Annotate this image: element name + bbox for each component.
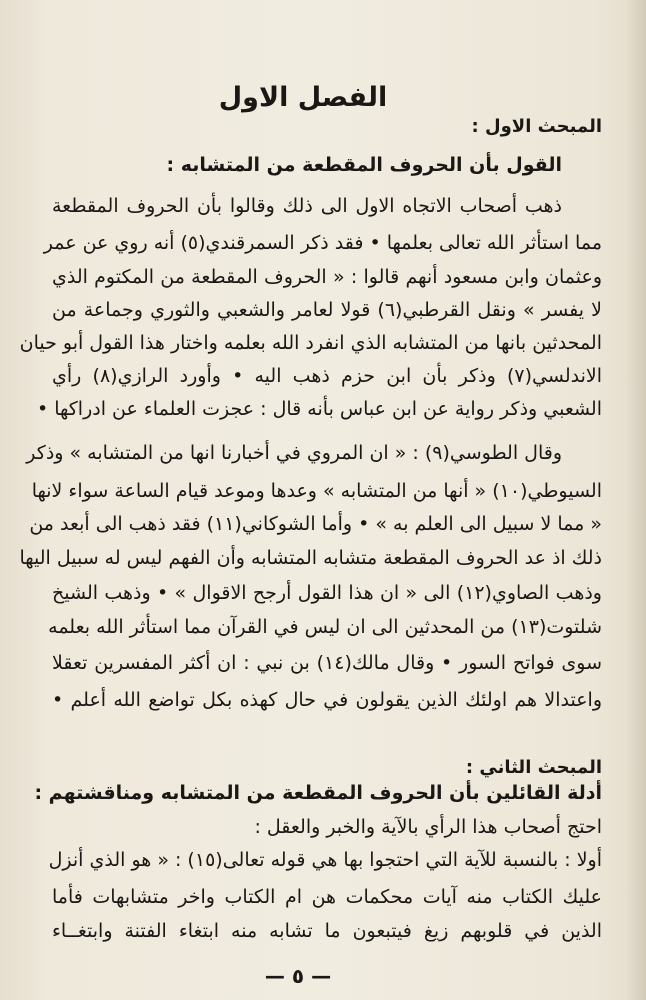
body-line: سوى فواتح السور • وقال مالك(١٤) بن نبي : ان أكثر المفسرين تعقلا — [52, 652, 602, 674]
body-line: « مما لا سبيل الى العلم به » • وأما الشوكاني(١١) فقد ذهب الى أبعد من — [29, 513, 602, 535]
section-1-topic: القول بأن الحروف المقطعة من المتشابه : — [166, 154, 562, 176]
section-2-topic: أدلة القائلين بأن الحروف المقطعة من المتشابه ومناقشتهم : — [34, 782, 602, 804]
body-line: مما استأثر الله تعالى بعلمها • فقد ذكر السمرقندي(٥) أنه روي عن عمر — [43, 232, 602, 254]
body-line: وذهب الصاوي(١٢) الى « ان هذا القول أرجح الاقوال » • وذهب الشيخ — [52, 582, 602, 604]
body-line: واعتدالا هم اولئك الذين يقولون في حال كهذه بكل تواضع الله أعلم • — [52, 689, 602, 711]
body-line: الشعبي وذكر رواية عن ابن عباس بأنه قال : عجزت العلماء عن ادراكها • — [36, 398, 602, 420]
body-line: المحدثين بانها من المتشابه الذي انفرد الله بعلمه واختار هذا القول أبو حيان — [19, 332, 602, 354]
section-1-heading: المبحث الاول : — [471, 116, 602, 137]
body-line: عليك الكتاب منه آيات محكمات هن ام الكتاب واخر متشابهات فأما — [52, 886, 602, 908]
page-number: — ٥ — — [264, 964, 332, 988]
chapter-title: الفصل الاول — [218, 82, 388, 113]
section-2-heading: المبحث الثاني : — [465, 757, 602, 778]
body-line: السيوطي(١٠) « أنها من المتشابه » وعدها وموعد قيام الساعة سواء لانها — [31, 480, 602, 502]
body-line: شلتوت(١٣) من المحدثين الى ان ليس في القرآن مما استأثر الله بعلمه — [48, 616, 602, 638]
body-line: الاندلسي(٧) وذكر بأن ابن حزم ذهب اليه • وأورد الرازي(٨) رأي — [52, 365, 603, 387]
body-line: أولا : بالنسبة للآية التي احتجوا بها هي قوله تعالى(١٥) : « هو الذي أنزل — [48, 849, 602, 871]
body-line: ذهب أصحاب الاتجاه الاول الى ذلك وقالوا بأن الحروف المقطعة — [52, 195, 562, 217]
body-line: وعثمان وابن مسعود أنهم قالوا : « الحروف المقطعة من المكتوم الذي — [52, 266, 602, 288]
body-line: احتج أصحاب هذا الرأي بالآية والخبر والعقل : — [254, 816, 602, 838]
body-line: ذلك اذ عد الحروف المقطعة متشابه المتشابه وأن الفهم ليس له سبيل اليها — [19, 547, 602, 569]
body-line: لا يفسر » ونقل القرطبي(٦) قولا لعامر والشعبي والثوري وجماعة من — [52, 299, 602, 321]
body-line: الذين في قلوبهم زيغ فيتبعون ما تشابه منه ابتغاء الفتنة وابتغــاء — [52, 920, 602, 942]
body-line: وقال الطوسي(٩) : « ان المروي في أخبارنا انها من المتشابه » وذكر — [26, 442, 562, 464]
page-edge-shadow — [626, 0, 646, 1000]
